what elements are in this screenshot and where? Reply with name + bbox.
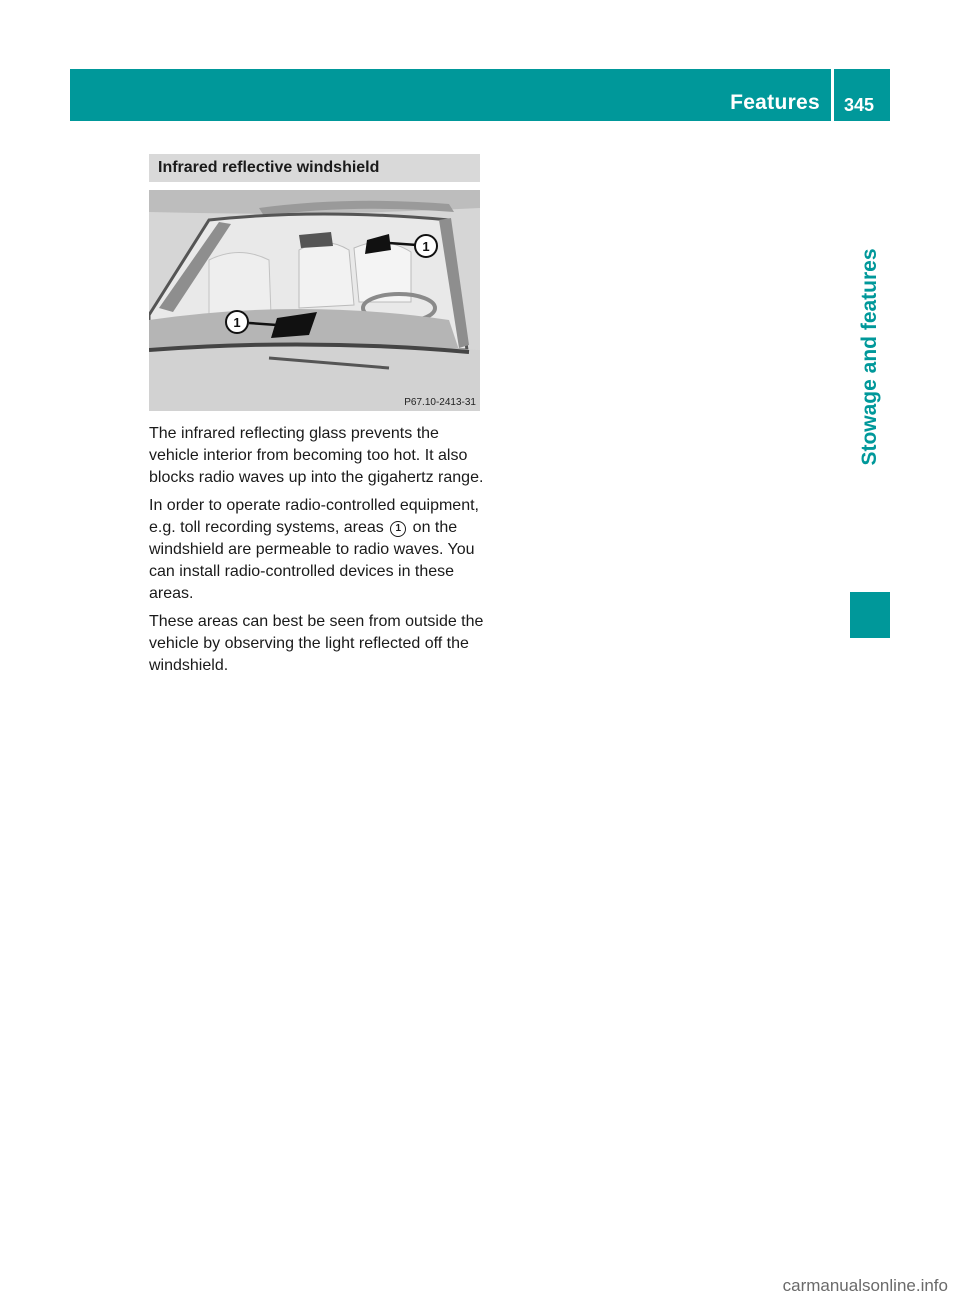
watermark: carmanualsonline.info xyxy=(782,1276,948,1295)
section-heading: Infrared reflective windshield xyxy=(149,154,480,182)
windshield-illustration xyxy=(149,190,480,411)
paragraph-2 xyxy=(149,495,485,605)
side-tab-marker xyxy=(850,592,890,638)
paragraph-2-end: on the windshield are permeable to radio waves. You can install radio-controlled devices in these areas. xyxy=(149,519,475,602)
header-divider xyxy=(831,69,834,121)
callout-1-inline: 1 xyxy=(390,521,406,537)
callout-1-lower: 1 xyxy=(233,315,241,330)
figure-code: P67.10-2413-31 xyxy=(404,397,476,408)
paragraph-2-start: In order to operate radio-controlled equipment, e.g. toll recording systems, areas xyxy=(149,497,479,536)
side-tab xyxy=(850,122,890,592)
side-tab-label: Stowage and features xyxy=(858,248,881,466)
windshield-figure xyxy=(149,190,480,411)
callout-1-upper: 1 xyxy=(422,239,430,254)
header-bar xyxy=(70,69,890,121)
paragraph-1: The infrared reflecting glass prevents the vehicle interior from becoming too hot. It also blocks radio waves up into the gigahertz range. xyxy=(149,425,484,486)
header-section-title: Features xyxy=(730,91,820,114)
body-text xyxy=(149,423,485,683)
page-number: 345 xyxy=(844,95,875,115)
paragraph-3: These areas can best be seen from outside the vehicle by observing the light reflected off the windshield. xyxy=(149,613,484,674)
